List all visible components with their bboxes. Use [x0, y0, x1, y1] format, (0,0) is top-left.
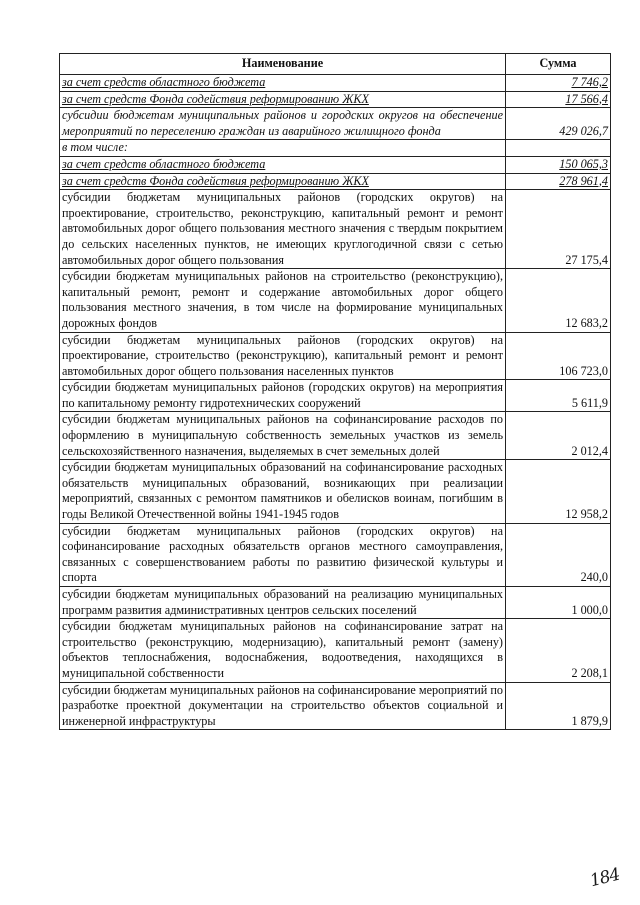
row-sum-cell: 429 026,7: [506, 108, 611, 140]
budget-table: [59, 53, 611, 730]
row-name-cell: субсидии бюджетам муниципальных районов (городских округов) на мероприятия по капитальному ремонту гидротехнических сооружений: [60, 380, 506, 412]
table-row: [60, 682, 611, 730]
table-row: [60, 523, 611, 586]
table-header-row: [60, 54, 611, 75]
row-sum-cell: 27 175,4: [506, 190, 611, 269]
name-column-header: Наименование: [60, 54, 506, 75]
row-name-cell: субсидии бюджетам муниципальных районов на строительство (реконструкцию), капитальный ремонт, ремонт и содержание автомобильных дорог общего пользования местного значения, в том числе на формирование муниципальных дорожных фондов: [60, 269, 506, 332]
table-row: [60, 190, 611, 269]
row-name-cell: субсидии бюджетам муниципальных районов (городских округов) на проектирование, строительство (реконструкцию), капитальный ремонт и ремонт автомобильных дорог общего пользования населенных пунктов: [60, 332, 506, 380]
row-sum-cell: 1 879,9: [506, 682, 611, 730]
row-name-cell: субсидии бюджетам муниципальных районов (городских округов) на софинансирование расходных обязательств органов местного самоуправления, связанных с совершенствованием работы по развитию физической культуры и спорта: [60, 523, 506, 586]
row-sum-cell: 7 746,2: [506, 75, 611, 92]
row-name-cell: за счет средств Фонда содействия реформированию ЖКХ: [60, 91, 506, 108]
table-row: [60, 108, 611, 140]
row-name-cell: субсидии бюджетам муниципальных районов (городских округов) на проектирование, строительство, реконструкцию, капитальный ремонт и ремонт автомобильных дорог общего пользования местного значения с твердым покрытием до сельских населенных пунктов, не имеющих круглогодичной связи с сетью автомобильных дорог общего пользования: [60, 190, 506, 269]
sum-column-header: Сумма: [506, 54, 611, 75]
row-sum-cell: [506, 140, 611, 157]
table-row: [60, 75, 611, 92]
table-row: [60, 140, 611, 157]
table-row: [60, 156, 611, 173]
row-sum-cell: 278 961,4: [506, 173, 611, 190]
table-row: [60, 332, 611, 380]
row-name-cell: субсидии бюджетам муниципальных районов и городских округов на обеспечение мероприятий по переселению граждан из аварийного жилищного фонда: [60, 108, 506, 140]
row-name-cell: субсидии бюджетам муниципальных районов на софинансирование расходов по оформлению в муниципальную собственность земельных участков из земель сельскохозяйственного назначения, выделяемых в счет земельных долей: [60, 412, 506, 460]
table-row: [60, 380, 611, 412]
table-row: [60, 587, 611, 619]
table-row: [60, 91, 611, 108]
table-row: [60, 412, 611, 460]
row-sum-cell: 12 683,2: [506, 269, 611, 332]
row-name-cell: субсидии бюджетам муниципальных районов на софинансирование затрат на строительство (реконструкцию, модернизацию), капитальный ремонт (замену) объектов теплоснабжения, водоснабжения, водоотведения, находящихся в муниципальной собственности: [60, 619, 506, 682]
row-sum-cell: 2 012,4: [506, 412, 611, 460]
row-sum-cell: 106 723,0: [506, 332, 611, 380]
row-name-cell: в том числе:: [60, 140, 506, 157]
table-row: [60, 269, 611, 332]
row-sum-cell: 240,0: [506, 523, 611, 586]
row-name-cell: субсидии бюджетам муниципальных образований на софинансирование расходных обязательств муниципальных образований, возникающих при реализации мероприятий, связанных с ремонтом памятников и обелисков воинам, погибшим в годы Великой Отечественной войны 1941-1945 годов: [60, 460, 506, 523]
table-row: [60, 173, 611, 190]
row-name-cell: за счет средств областного бюджета: [60, 75, 506, 92]
table-body: [60, 75, 611, 730]
row-sum-cell: 17 566,4: [506, 91, 611, 108]
row-sum-cell: 150 065,3: [506, 156, 611, 173]
row-name-cell: субсидии бюджетам муниципальных районов на софинансирование мероприятий по разработке проектной документации на строительство объектов социальной и инженерной инфраструктуры: [60, 682, 506, 730]
row-sum-cell: 1 000,0: [506, 587, 611, 619]
row-sum-cell: 5 611,9: [506, 380, 611, 412]
table-row: [60, 460, 611, 523]
row-name-cell: субсидии бюджетам муниципальных образований на реализацию муниципальных программ развития административных центров сельских поселений: [60, 587, 506, 619]
row-name-cell: за счет средств областного бюджета: [60, 156, 506, 173]
row-sum-cell: 2 208,1: [506, 619, 611, 682]
row-sum-cell: 12 958,2: [506, 460, 611, 523]
row-name-cell: за счет средств Фонда содействия реформированию ЖКХ: [60, 173, 506, 190]
handwritten-page-number: 184: [588, 864, 622, 892]
table-row: [60, 619, 611, 682]
